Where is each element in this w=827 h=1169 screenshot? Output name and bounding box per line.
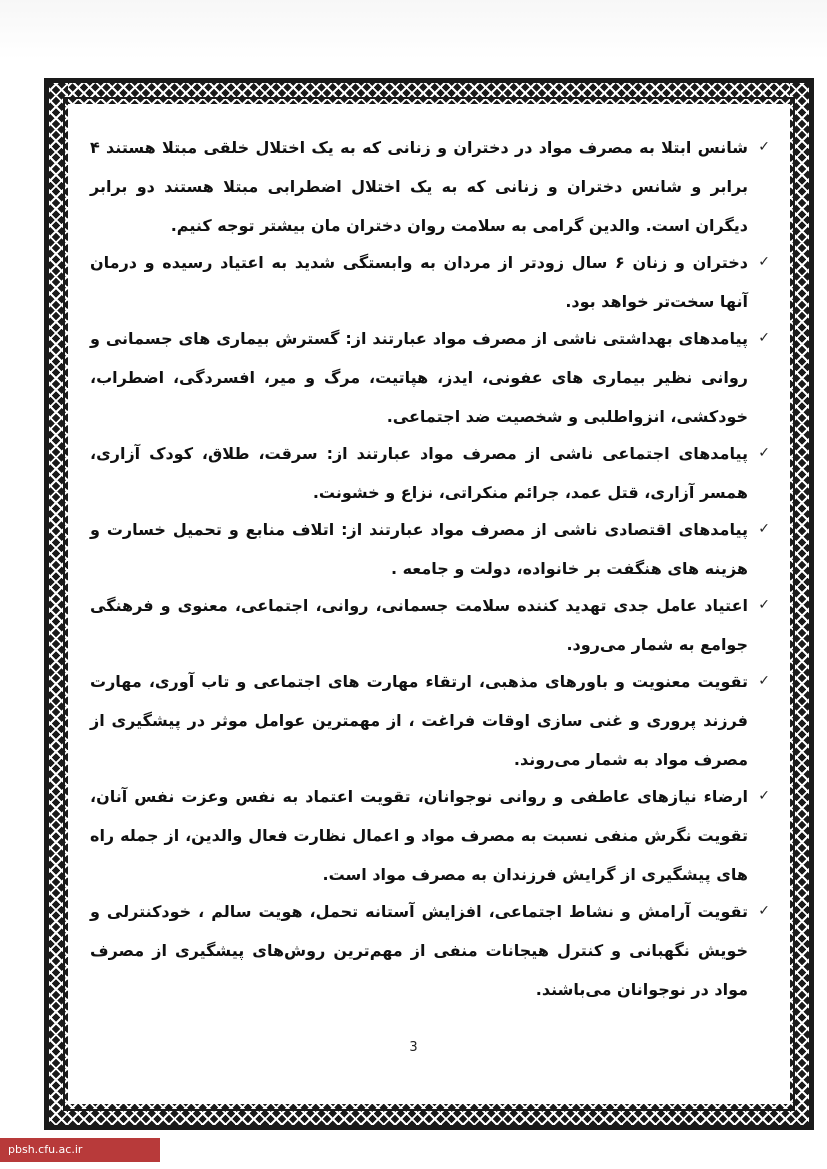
list-item: ✓ پیامدهای اقتصادی ناشی از مصرف مواد عبارتند از: اتلاف منابع و تحمیل خسارت و هزینه های هنگفت بر خانواده، دولت و جامعه .	[90, 510, 770, 588]
list-item: ✓ پیامدهای اجتماعی ناشی از مصرف مواد عبارتند از: سرقت، طلاق، کودک آزاری، همسر آزاری، قتل عمد، جرائم منکراتی، نزاع و خشونت.	[90, 434, 770, 512]
list-item: ✓ تقویت معنویت و باورهای مذهبی، ارتقاء مهارت های اجتماعی و تاب آوری، مهارت فرزند پروری و غنی سازی اوقات فراغت ، از مهمترین عوامل موثر در پیشگیری از مصرف مواد به شمار می‌روند.	[90, 662, 770, 779]
list-item: ✓ ارضاء نیازهای عاطفی و روانی نوجوانان، تقویت اعتماد به نفس وعزت نفس آنان، تقویت نگرش منفی نسبت به مصرف مواد و اعمال نظارت فعال والدین، از جمله راه های پیشگیری از گرایش فرزندان به مصرف مواد است.	[90, 777, 770, 894]
check-icon: ✓	[758, 673, 770, 689]
site-watermark: pbsh.cfu.ac.ir	[0, 1138, 160, 1162]
scan-shadow	[0, 0, 827, 60]
bullet-list	[90, 128, 770, 1007]
check-icon: ✓	[758, 597, 770, 613]
list-item: ✓ پیامدهای بهداشتی ناشی از مصرف مواد عبارتند از: گسترش بیماری های جسمانی و روانی نظیر بیماری های عفونی، ایدز، هپاتیت، مرگ و میر، افسردگی، اضطراب، خودکشی، انزواطلبی و شخصیت ضد اجتماعی.	[90, 319, 770, 436]
check-icon: ✓	[758, 445, 770, 461]
list-item: ✓ تقویت آرامش و نشاط اجتماعی، افزایش آستانه تحمل، هویت سالم ، خودکنترلی و خویش نگهبانی و کنترل هیجانات منفی از مهم‌ترین روش‌های پیشگیری از مصرف مواد در نوجوانان می‌باشند.	[90, 892, 770, 1009]
list-item: ✓ شانس ابتلا به مصرف مواد در دختران و زنانی که به یک اختلال خلقی مبتلا هستند ۴ برابر و شانس دختران و زنانی که به یک اختلال اضطرابی مبتلا هستند دو برابر دیگران است. والدین گرامی به سلامت روان دختران مان بیشتر توجه کنیم.	[90, 128, 770, 245]
check-icon: ✓	[758, 330, 770, 346]
list-item: ✓ دختران و زنان ۶ سال زودتر از مردان به وابستگی شدید به اعتیاد رسیده و درمان آنها سخت‌تر خواهد بود.	[90, 243, 770, 321]
page-number: 3	[409, 1040, 418, 1055]
list-item: ✓ اعتیاد عامل جدی تهدید کننده سلامت جسمانی، روانی، اجتماعی، معنوی و فرهنگی جوامع به شمار می‌رود.	[90, 586, 770, 664]
check-icon: ✓	[758, 254, 770, 270]
check-icon: ✓	[758, 788, 770, 804]
check-icon: ✓	[758, 521, 770, 537]
check-icon: ✓	[758, 139, 770, 155]
check-icon: ✓	[758, 903, 770, 919]
